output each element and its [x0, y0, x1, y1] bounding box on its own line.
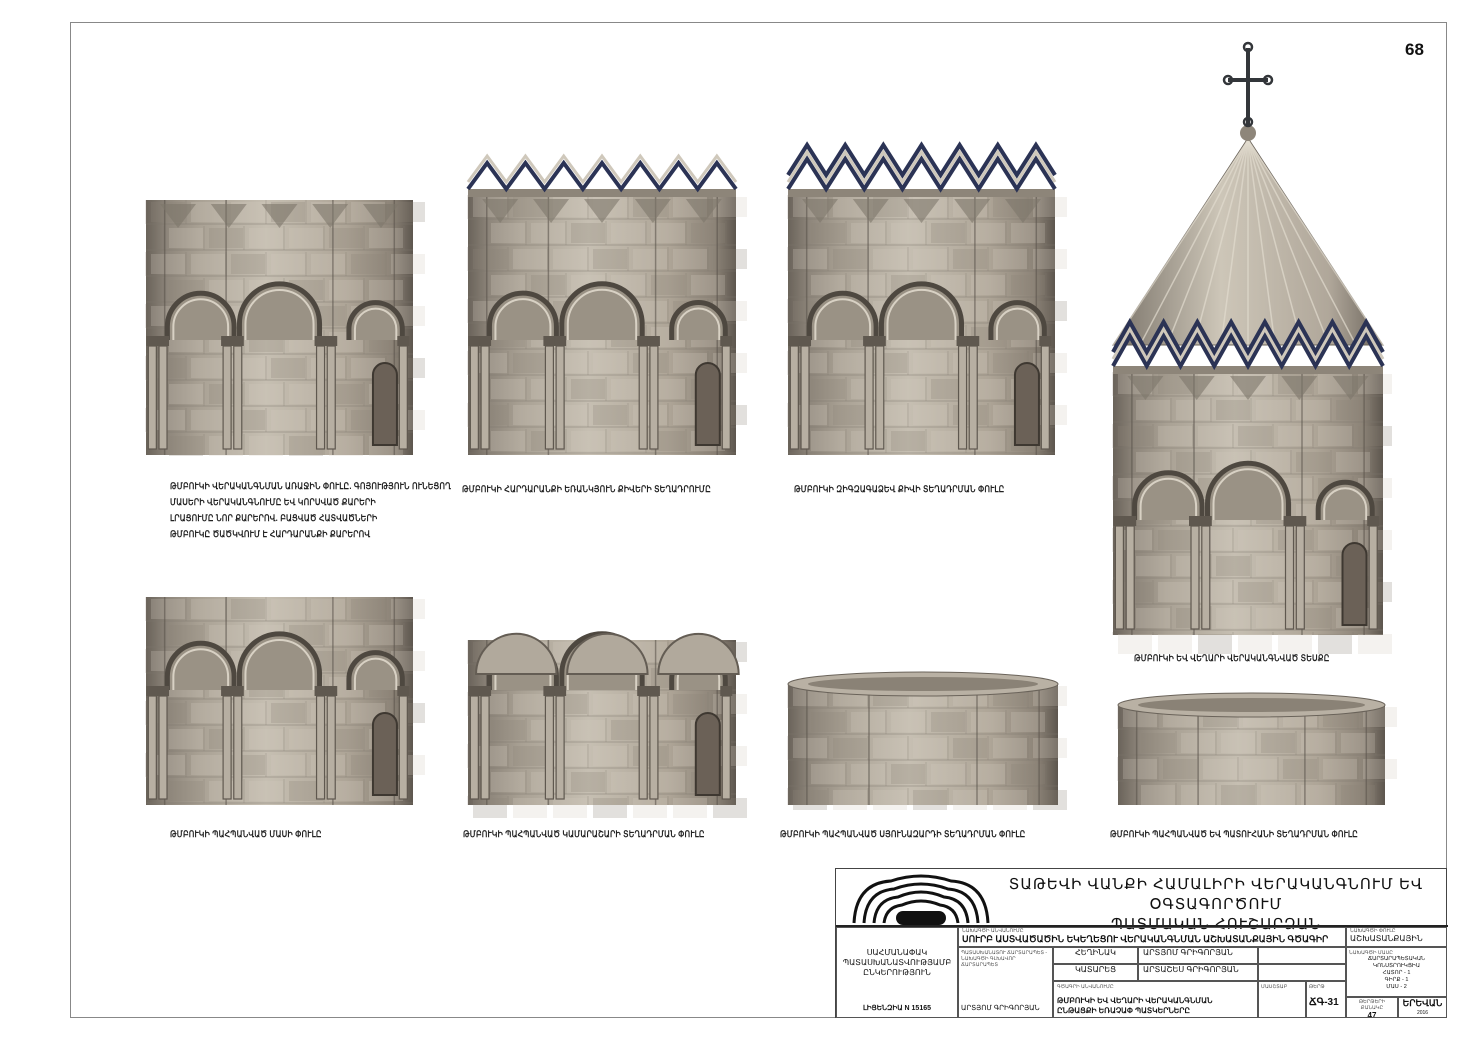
license-number: ԼԻՑԵՆԶԻԱ N 15165	[862, 1005, 931, 1012]
sheet-label: ԹԵՐԹ	[1309, 984, 1325, 990]
caption-stage-1: ԹՄԲՈՒԿԻ ՎԵՐԱԿԱՆԳՆՄԱՆ ԱՌԱՋԻՆ ՓՈՒԼԸ. ԳՈՅՈՒԹՅՈՒՆ ՈՒՆԵՑՈՂ ՄԱՍԵՐԻ ՎԵՐԱԿԱՆԳՆՈՒՄԸ ԵՎ ԿՈՐՍՎԱԾ ՔԱՐԵՐԻ ԼՐԱՑՈՒՄԸ ՆՈՐ ՔԱՐԵՐՈՎ. ԲԱՑՎԱԾ ՀԱՏՎԱԾՆԵՐԻ ԹՄԲՈՒԿԸ ԾԱԾԿՎՈՒՄ Է ՀԱՐԴԱՐԱՆՔԻ ՔԱՐԵՐՈՎ	[170, 481, 452, 539]
sheets-total-cell	[1346, 997, 1398, 1018]
author-signature	[1258, 947, 1346, 964]
caption-stage-3: ԹՄԲՈՒԿԻ ԶԻԳԶԱԳԱՁԵՎ ՔԻՎԻ ՏԵՂԱԴՐՄԱՆ ՓՈՒԼԸ	[794, 484, 1005, 494]
location-cell	[1346, 947, 1447, 997]
executor-name: ԱՐՏԱՇԵՍ ԳՐԻԳՈՐՅԱՆ	[1138, 964, 1258, 981]
caption-stage-5: ԹՄԲՈՒԿԻ ՊԱՀՊԱՆՎԱԾ ԿԱՄԱՐԱՇԱՐԻ ՏԵՂԱԴՐՄԱՆ ՓՈՒԼԸ	[463, 829, 705, 839]
sheet-title: ԹՄԲՈՒԿԻ ԵՎ ՎԵՂԱՐԻ ՎԵՐԱԿԱՆԳՆՄԱՆ ԸՆԹԱՑՔԻ ԵՌԱՉԱՓ ՊԱՏԿԵՐՆԵՐԸ	[1057, 996, 1213, 1015]
responsible-label: ՊԱՏԱՍԽԱՆԱՏՈՒ ՃԱՐՏԱՐԱՊԵՏ - ՆԱԽԱԳԾԻ ԳԼԽԱՎՈՐ ՃԱՐՏԱՐԱՊԵՏ	[961, 950, 1048, 968]
company-logo	[846, 873, 996, 927]
year: 2016	[1416, 1010, 1429, 1016]
caption-stage-6: ԹՄԲՈՒԿԻ ՊԱՀՊԱՆՎԱԾ ՍՅՈՒՆԱԶԱՐԴԻ ՏԵՂԱԴՐՄԱՆ ՓՈՒԼԸ	[780, 829, 1026, 839]
caption-stage-2: ԹՄԲՈՒԿԻ ՀԱՐԴԱՐԱՆՔԻ ԵՌԱՆԿՅՈՒՆ ՔԻՎԵՐԻ ՏԵՂԱԴՐՈՒՄԸ	[462, 484, 711, 494]
page-number: 68	[1405, 40, 1424, 59]
scale-label: ՄԱՍՇՏԱԲ	[1261, 984, 1288, 990]
project-name-cell	[958, 927, 1346, 947]
responsible-cell	[958, 947, 1053, 1018]
sheet-title-cell	[1053, 981, 1258, 1018]
stage-cell	[1346, 927, 1447, 947]
responsible-name: ԱՐՏՅՈՄ ԳՐԻԳՈՐՅԱՆ	[961, 1005, 1040, 1012]
author-label: ՀԵՂԻՆԱԿ	[1053, 947, 1138, 964]
location-value: ՃԱՐՏԱՐԱՊԵՏԱԿԱՆ ԿՈՆՍՏՐՈՒԿՑԻԱ ՀԱՏՈՐ - 1 ԳԻՐՔ - 1 ՄԱՍ - 2	[1367, 956, 1426, 990]
sheets-total: 47	[1367, 1011, 1377, 1018]
caption-stage-final: ԹՄԲՈՒԿԻ ԵՎ ՎԵՂԱՐԻ ՎԵՐԱԿԱՆԳՆՎԱԾ ՏԵՍՔԸ	[1134, 653, 1330, 663]
sheet-code: ՃԳ-31	[1309, 997, 1339, 1008]
project-label: ՆԱԽԱԳԾԻ ԱՆՎԱՆՈՒՄԸ	[962, 928, 1024, 934]
company-cell	[836, 927, 958, 1018]
company-name: ՍԱՀՄԱՆԱՓԱԿ ՊԱՏԱՍԽԱՆԱՏՎՈՒԹՅԱՄԲ ԸՆԿԵՐՈՒԹՅՈՒՆ	[842, 948, 952, 977]
title-block	[835, 868, 1447, 1018]
location-label: ՆԱԽԱԳԾԻ ՄԱՍԸ	[1349, 950, 1393, 956]
sheet-title-label: ԳԾԱԳՐԻ ԱՆՎԱՆՈՒՄԸ	[1057, 984, 1114, 990]
title-line-1: ՏԱԹԵՎԻ ՎԱՆՔԻ ՀԱՄԱԼԻՐԻ ՎԵՐԱԿԱՆԳՆՈՒՄ ԵՎ ՕԳՏԱԳՈՐԾՈՒՄ	[1008, 876, 1424, 913]
stage-value: ԱՇԽԱՏԱՆՔԱՅԻՆ	[1350, 934, 1423, 943]
city-year-cell	[1398, 997, 1447, 1018]
city: ԵՐԵՎԱՆ	[1402, 998, 1443, 1008]
scale-cell	[1258, 981, 1306, 1018]
sheet-code-cell	[1306, 981, 1346, 1018]
executor-signature	[1258, 964, 1346, 981]
caption-stage-7: ԹՄԲՈՒԿԻ ՊԱՀՊԱՆՎԱԾ ԵՎ ՊԱՏՈՒՀԱՆԻ ՏԵՂԱԴՐՄԱՆ ՓՈՒԼԸ	[1110, 829, 1358, 839]
caption-stage-4: ԹՄԲՈՒԿԻ ՊԱՀՊԱՆՎԱԾ ՄԱՍԻ ՓՈՒԼԸ	[170, 829, 322, 839]
sheets-total-label: ԹԵՐԹԵՐԻ ՔԱՆԱԿԸ	[1358, 999, 1386, 1011]
executor-label: ԿԱՏԱՐԵՑ	[1053, 964, 1138, 981]
title-line-2: ՊԱՏՄԱԿԱՆ ՀՈՒՇԱՐՁԱՆ	[1111, 916, 1321, 933]
stage-label: ՆԱԽԱԳԾԻ ՓՈՒԼԸ	[1350, 928, 1396, 934]
project-name: ՍՈՒՐԲ ԱՍՏՎԱԾԱԾԻՆ ԵԿԵՂԵՑՈՒ ՎԵՐԱԿԱՆԳՆՄԱՆ ԱՇԽԱՏԱՆՔԱՅԻՆ ԳԾԱԳԻՐ	[962, 934, 1329, 944]
author-name: ԱՐՏՅՈՄ ԳՐԻԳՈՐՅԱՆ	[1138, 947, 1258, 964]
